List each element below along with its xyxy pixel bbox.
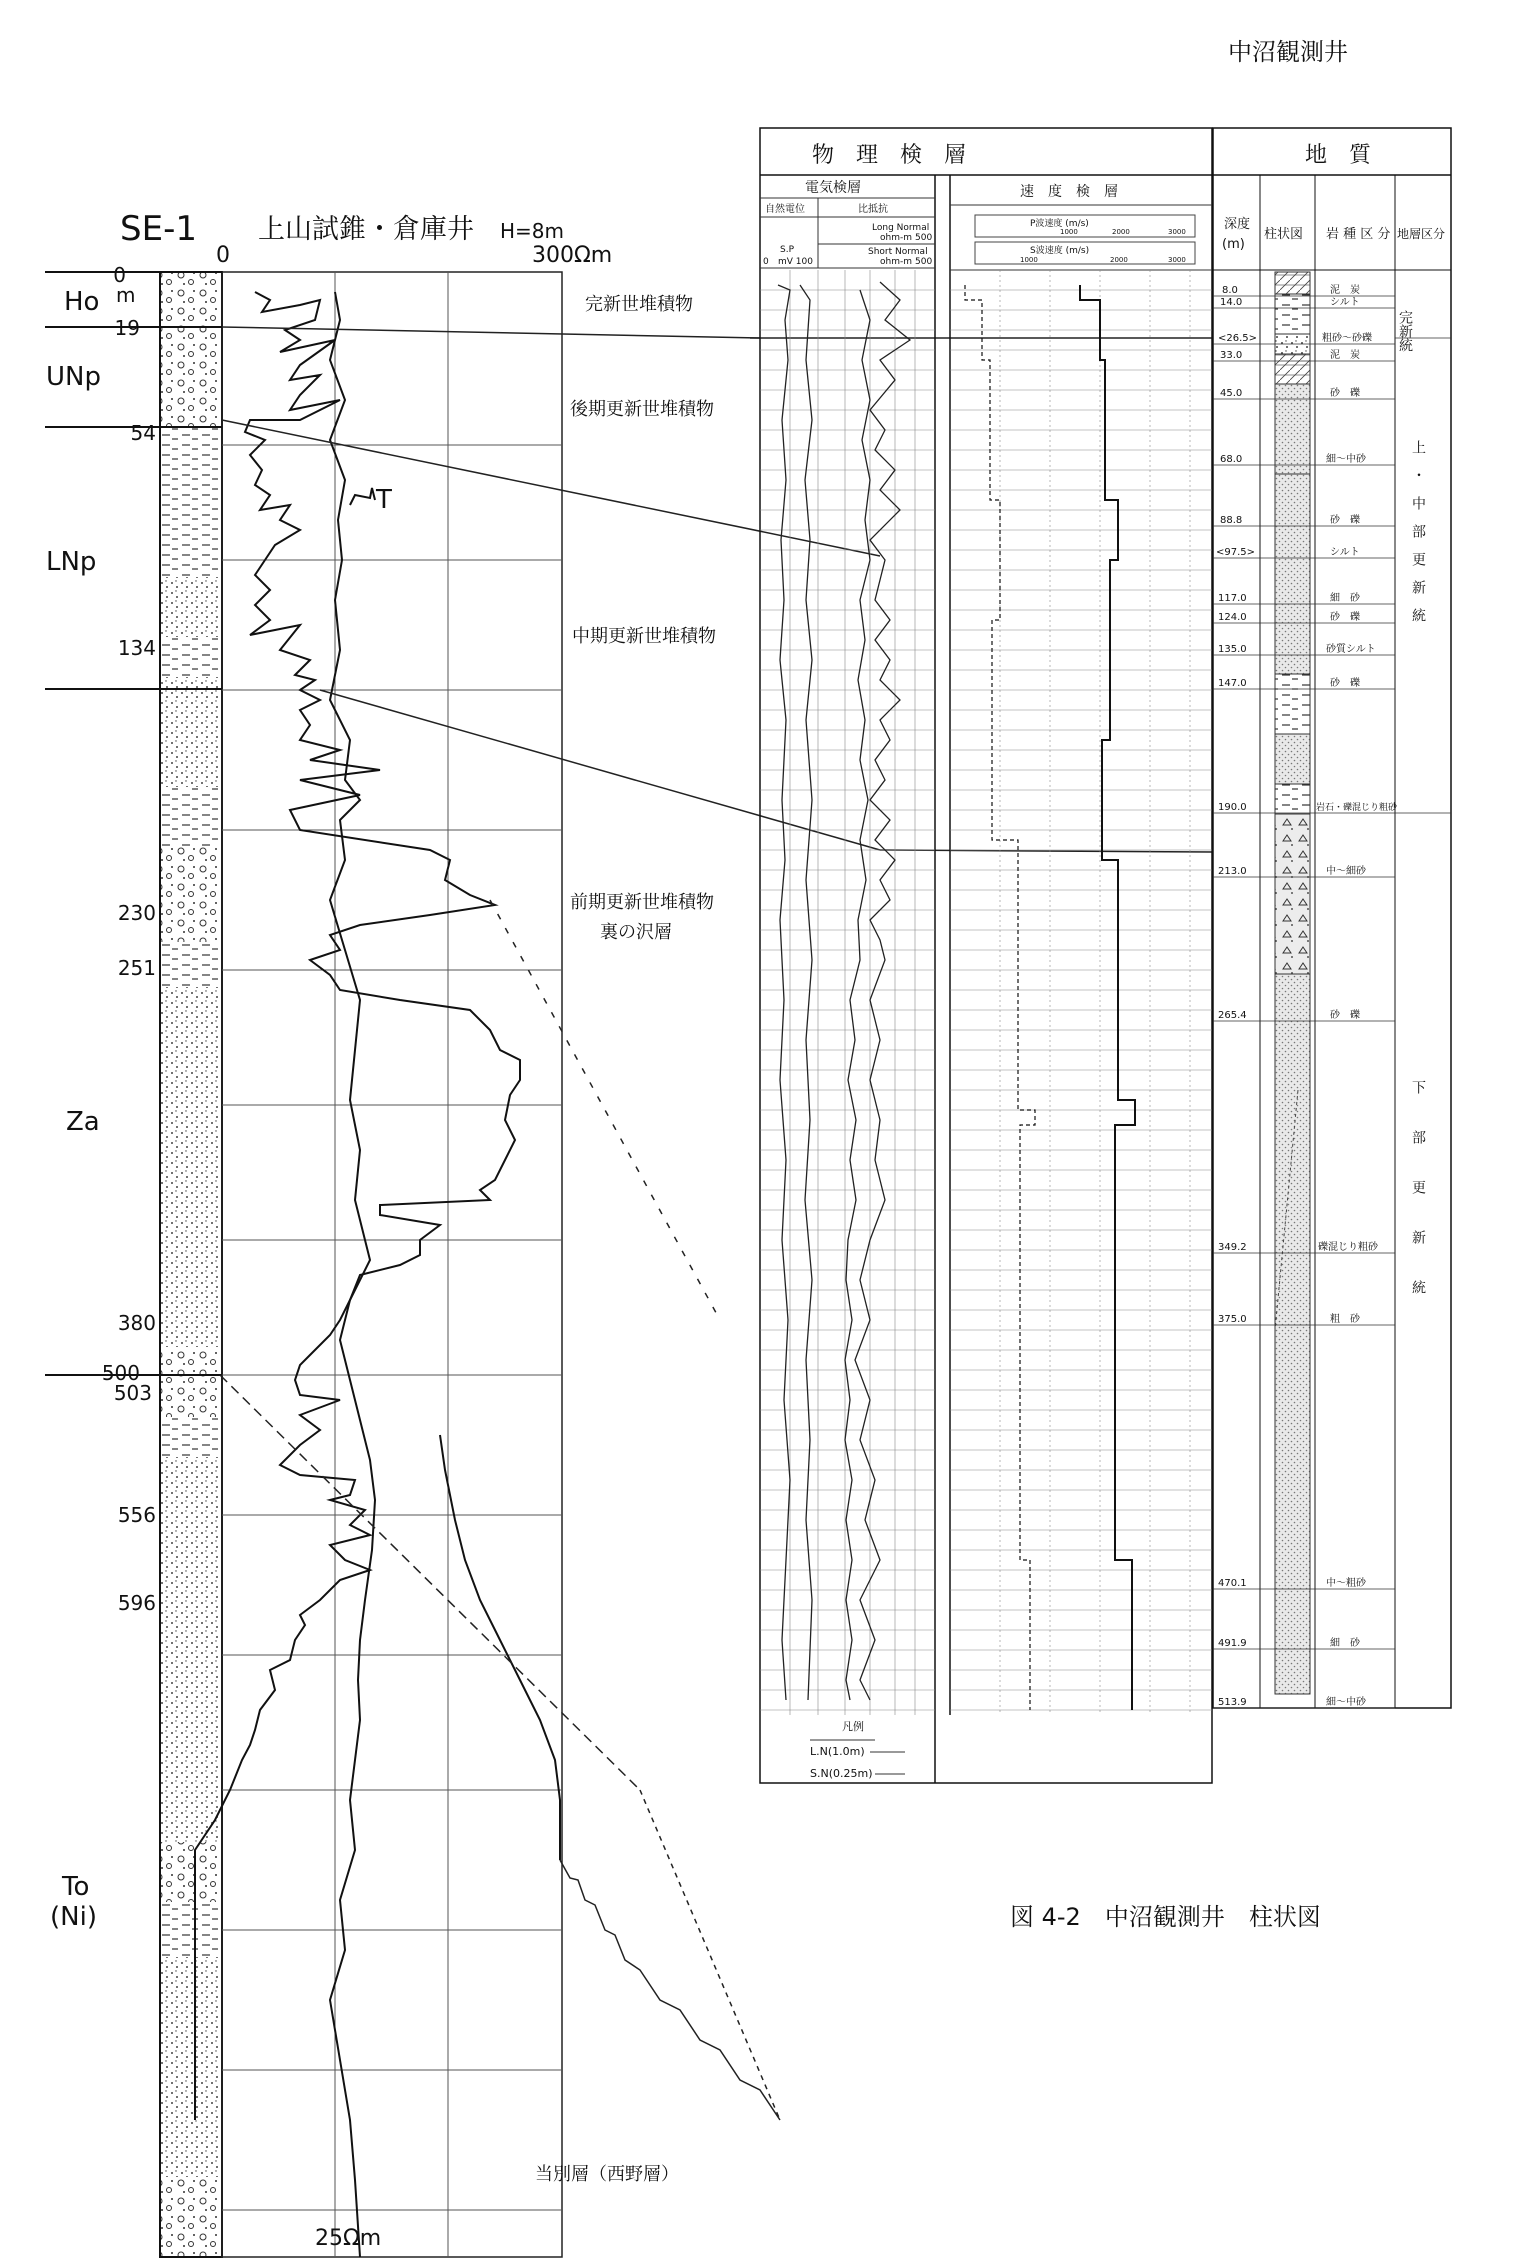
- svg-text:1000: 1000: [1020, 256, 1038, 264]
- svg-text:L.N(1.0m): L.N(1.0m): [810, 1745, 865, 1758]
- svg-text:230: 230: [117, 901, 156, 925]
- svg-text:完新統: 完新統: [1397, 310, 1413, 352]
- svg-text:粗砂～砂礫: 粗砂～砂礫: [1322, 333, 1372, 344]
- svg-text:ohm-m: ohm-m: [880, 233, 912, 243]
- se1-title-code: SE-1: [120, 209, 197, 249]
- svg-text:砂 礫: 砂 礫: [1330, 612, 1360, 623]
- svg-text:45.0: 45.0: [1220, 388, 1243, 399]
- geology-col-strat: 地層区分: [1397, 227, 1446, 241]
- geology-depths: [1216, 285, 1257, 1708]
- svg-text:完新世堆積物: 完新世堆積物: [585, 294, 693, 315]
- svg-text:375.0: 375.0: [1218, 1314, 1247, 1325]
- svg-text:503: 503: [113, 1381, 152, 1405]
- svg-text:265.4: 265.4: [1218, 1010, 1247, 1021]
- svg-text:細～中砂: 細～中砂: [1326, 454, 1366, 465]
- geology-rock-labels: [1316, 283, 1398, 1708]
- se1-scale-zero: 0: [216, 243, 230, 268]
- se1-scale-max: 300Ωm: [532, 243, 613, 268]
- geophys-title: 物 理 検 層: [812, 143, 967, 168]
- geophys-fine-grid: [760, 270, 1212, 1715]
- svg-text:S.P: S.P: [780, 245, 795, 255]
- geophys-legend: [810, 1719, 905, 1780]
- svg-text:細 砂: 細 砂: [1330, 1638, 1360, 1649]
- svg-text:19: 19: [114, 316, 140, 340]
- se1-bottom-scale: 25Ωm: [315, 2226, 382, 2251]
- correlation-lines: [220, 327, 1213, 2120]
- svg-text:Ho: Ho: [64, 287, 100, 317]
- svg-text:33.0: 33.0: [1220, 350, 1243, 361]
- se1-lithology-column: [160, 272, 222, 2257]
- electrical-log-traces: [778, 282, 910, 1700]
- svg-text:2000: 2000: [1110, 256, 1128, 264]
- svg-text:後期更新世堆積物: 後期更新世堆積物: [570, 399, 714, 420]
- svg-text:砂 礫: 砂 礫: [1330, 388, 1360, 399]
- geology-column-pattern: [1275, 272, 1310, 1694]
- velocity-log-header: [950, 183, 1212, 270]
- geology-title: 地 質: [1305, 143, 1372, 168]
- svg-text:砂 礫: 砂 礫: [1330, 515, 1360, 526]
- geology-col-rock: 岩 種 区 分: [1326, 227, 1391, 242]
- se1-unit-labels: [46, 287, 101, 1932]
- svg-text:比抵抗: 比抵抗: [858, 204, 888, 215]
- svg-text:砂 礫: 砂 礫: [1330, 1010, 1360, 1021]
- svg-text:凡例: 凡例: [842, 1720, 864, 1733]
- svg-text:S波速度 (m/s): S波速度 (m/s): [1030, 246, 1090, 256]
- svg-text:135.0: 135.0: [1218, 644, 1247, 655]
- se1-log: [45, 209, 716, 2257]
- svg-text:裏の沢層: 裏の沢層: [600, 922, 672, 943]
- se1-depth-labels: [102, 263, 156, 1615]
- svg-text:礫混じり粗砂: 礫混じり粗砂: [1318, 1242, 1378, 1253]
- svg-text:134: 134: [117, 636, 156, 660]
- svg-text:中～細砂: 中～細砂: [1326, 866, 1366, 877]
- svg-text:500: 500: [915, 257, 933, 267]
- svg-text:中期更新世堆積物: 中期更新世堆積物: [572, 626, 716, 647]
- svg-text:349.2: 349.2: [1218, 1242, 1247, 1253]
- svg-text:速 度 検 層: 速 度 検 層: [1020, 184, 1118, 200]
- svg-text:500: 500: [101, 1361, 140, 1385]
- svg-text:Za: Za: [66, 1107, 100, 1137]
- svg-text:3000: 3000: [1168, 228, 1186, 236]
- svg-text:513.9: 513.9: [1218, 1697, 1247, 1708]
- svg-text:<26.5>: <26.5>: [1218, 333, 1258, 344]
- se1-resistivity-curves: [195, 292, 560, 2257]
- svg-text:下部更新統: 下部更新統: [1410, 1080, 1426, 1330]
- svg-text:147.0: 147.0: [1218, 678, 1247, 689]
- svg-text:0: 0: [113, 263, 126, 287]
- geophysical-log: [760, 128, 1212, 1783]
- se1-curve-label-t: T: [376, 485, 392, 515]
- svg-text:54: 54: [130, 421, 156, 445]
- svg-text:491.9: 491.9: [1218, 1638, 1247, 1649]
- geology-col-depth: 深度(m): [1222, 217, 1251, 252]
- svg-text:213.0: 213.0: [1218, 866, 1247, 877]
- svg-text:シルト: シルト: [1330, 547, 1360, 558]
- svg-text:S.N(0.25m): S.N(0.25m): [810, 1767, 873, 1780]
- svg-text:Short Normal: Short Normal: [868, 247, 928, 257]
- geology-column: [1213, 128, 1451, 1708]
- page-title: 中沼観測井: [1228, 38, 1348, 66]
- svg-text:前期更新世堆積物: 前期更新世堆積物: [570, 892, 714, 913]
- svg-text:泥 炭: 泥 炭: [1330, 285, 1360, 296]
- svg-text:ohm-m: ohm-m: [880, 257, 912, 267]
- svg-text:砂質シルト: 砂質シルト: [1326, 644, 1376, 655]
- svg-text:500: 500: [915, 233, 933, 243]
- svg-text:Long Normal: Long Normal: [872, 223, 930, 233]
- svg-text:190.0: 190.0: [1218, 802, 1247, 813]
- svg-text:596: 596: [117, 1591, 156, 1615]
- svg-text:粗 砂: 粗 砂: [1330, 1314, 1360, 1325]
- figure-caption: 図 4-2 中沼観測井 柱状図: [1010, 1903, 1321, 1931]
- svg-text:シルト: シルト: [1330, 297, 1360, 308]
- svg-text:UNp: UNp: [46, 362, 101, 392]
- svg-text:<97.5>: <97.5>: [1216, 547, 1256, 558]
- svg-text:1000: 1000: [1060, 228, 1078, 236]
- svg-text:251: 251: [117, 956, 156, 980]
- svg-text:88.8: 88.8: [1220, 515, 1243, 526]
- svg-text:380: 380: [117, 1311, 156, 1335]
- svg-text:上・中部更新統: 上・中部更新統: [1410, 440, 1426, 636]
- svg-text:岩石・礫混じり粗砂: 岩石・礫混じり粗砂: [1316, 803, 1398, 813]
- svg-text:細～中砂: 細～中砂: [1326, 1697, 1366, 1708]
- svg-text:124.0: 124.0: [1218, 612, 1247, 623]
- svg-text:電気検層: 電気検層: [805, 180, 861, 196]
- svg-text:P波速度 (m/s): P波速度 (m/s): [1030, 219, 1089, 229]
- svg-text:LNp: LNp: [46, 547, 97, 577]
- geology-col-column: 柱状図: [1264, 227, 1304, 242]
- svg-text:8.0: 8.0: [1222, 285, 1238, 296]
- se1-title-name: 上山試錐・倉庫井: [258, 214, 474, 245]
- svg-text:砂 礫: 砂 礫: [1330, 678, 1360, 689]
- svg-text:0: 0: [763, 257, 769, 267]
- svg-text:3000: 3000: [1168, 256, 1186, 264]
- svg-text:117.0: 117.0: [1218, 593, 1247, 604]
- svg-text:自然電位: 自然電位: [765, 204, 805, 215]
- svg-text:556: 556: [117, 1503, 156, 1527]
- electrical-log-header: [760, 179, 935, 268]
- geology-strat-labels: [1397, 310, 1426, 1330]
- svg-text:m: m: [116, 283, 136, 307]
- svg-text:当別層（西野層）: 当別層（西野層）: [535, 2164, 679, 2185]
- svg-text:泥 炭: 泥 炭: [1330, 350, 1360, 361]
- svg-text:14.0: 14.0: [1220, 297, 1243, 308]
- svg-text:mV 100: mV 100: [778, 257, 813, 267]
- svg-text:470.1: 470.1: [1218, 1578, 1247, 1589]
- svg-text:中～粗砂: 中～粗砂: [1326, 1578, 1366, 1589]
- se1-title-h: H=8m: [500, 219, 565, 243]
- svg-text:68.0: 68.0: [1220, 454, 1243, 465]
- svg-text:2000: 2000: [1112, 228, 1130, 236]
- se1-resistivity-grid: [222, 272, 562, 2257]
- unit-to-ni: To (Ni): [50, 1872, 97, 1932]
- svg-text:細 砂: 細 砂: [1330, 593, 1360, 604]
